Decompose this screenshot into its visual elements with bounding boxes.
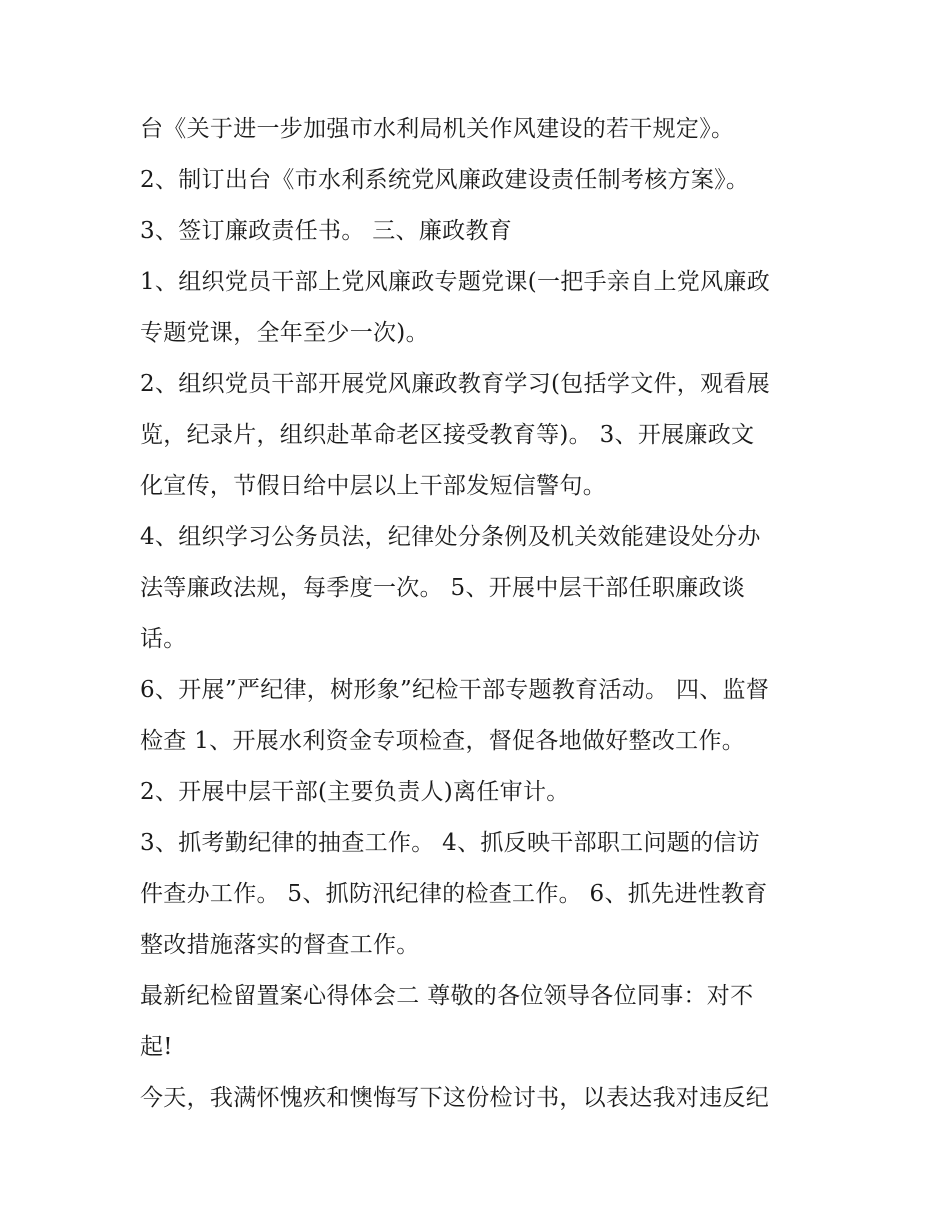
text-line: 2、制订出台《市水利系统党风廉政建设责任制考核方案》。 xyxy=(140,167,750,193)
document-body xyxy=(140,104,820,1124)
text-line: 化宣传，节假日给中层以上干部发短信警句。 xyxy=(140,473,606,499)
text-line: 览，纪录片，组织赴革命老区接受教育等)。 3、开展廉政文 xyxy=(140,422,755,448)
text-line: 今天，我满怀愧疚和懊悔写下这份检讨书，以表达我对违反纪 xyxy=(140,1085,770,1111)
text-line: 起! xyxy=(140,1034,173,1060)
text-line: 整改措施落实的督查工作。 xyxy=(140,932,420,958)
text-line: 法等廉政法规，每季度一次。 5、开展中层干部任职廉政谈 xyxy=(140,575,746,601)
text-line: 1、组织党员干部上党风廉政专题党课(一把手亲自上党风廉政 xyxy=(140,269,771,295)
text-line: 2、开展中层干部(主要负责人)离任审计。 xyxy=(140,779,570,805)
text-line: 检查 1、开展水利资金专项检查，督促各地做好整改工作。 xyxy=(140,728,746,754)
text-line: 最新纪检留置案心得体会二 尊敬的各位领导各位同事：对不 xyxy=(140,983,754,1009)
text-line: 台《关于进一步加强市水利局机关作风建设的若干规定》。 xyxy=(140,116,735,142)
text-line: 2、组织党员干部开展党风廉政教育学习(包括学文件，观看展 xyxy=(140,371,771,397)
text-line: 3、抓考勤纪律的抽查工作。 4、抓反映干部职工问题的信访 xyxy=(140,830,760,856)
text-line: 件查办工作。 5、抓防汛纪律的检查工作。 6、抓先进性教育 xyxy=(140,881,768,907)
text-line: 3、签订廉政责任书。 三、廉政教育 xyxy=(140,218,513,244)
text-line: 话。 xyxy=(140,626,187,652)
text-line: 4、组织学习公务员法，纪律处分条例及机关效能建设处分办 xyxy=(140,524,761,550)
text-line: 专题党课，全年至少一次)。 xyxy=(140,320,429,346)
text-line: 6、开展”严纪律，树形象”纪检干部专题教育活动。 四、监督 xyxy=(140,677,770,703)
